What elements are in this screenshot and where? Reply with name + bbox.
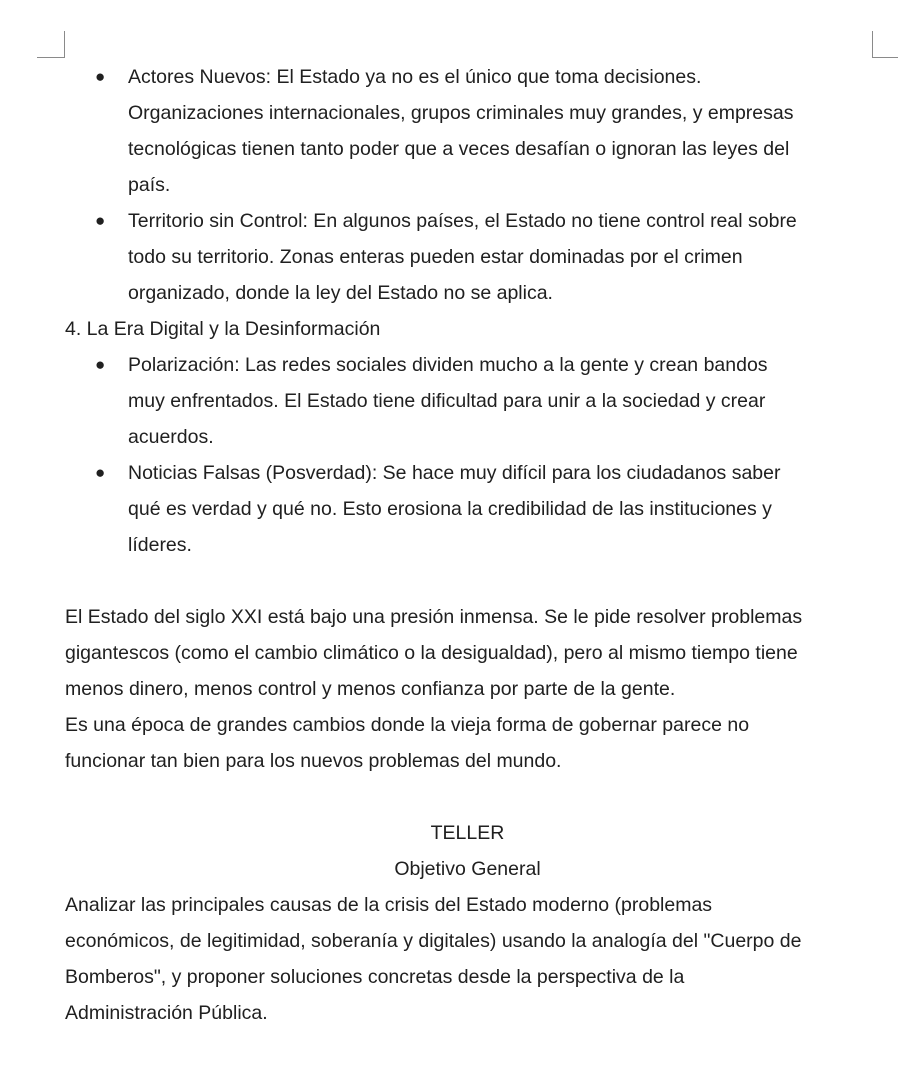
list-item-territorio-sin-control bbox=[65, 203, 875, 311]
list-item-polarizacion bbox=[65, 347, 875, 455]
page-margin-corner-top-right bbox=[872, 31, 873, 58]
bullet-list-actors-territory bbox=[65, 59, 875, 311]
text-line: gigantescos (como el cambio climático o la desigualdad), pero al mismo tiempo tiene bbox=[65, 642, 798, 664]
text-line: Analizar las principales causas de la crisis del Estado moderno (problemas bbox=[65, 894, 713, 916]
bullet-list-digital-era bbox=[65, 347, 875, 563]
text-line: tecnológicas tienen tanto poder que a veces desafían o ignoran las leyes del bbox=[128, 138, 790, 160]
text-line: muy enfrentados. El Estado tiene dificultad para unir a la sociedad y crear bbox=[128, 390, 766, 412]
text-line: menos dinero, menos control y menos confianza por parte de la gente. bbox=[65, 678, 676, 700]
bullet-icon: ● bbox=[95, 67, 106, 86]
closing-paragraph bbox=[65, 707, 875, 779]
text-line: El Estado del siglo XXI está bajo una presión inmensa. Se le pide resolver problemas bbox=[65, 606, 803, 628]
bullet-icon: ● bbox=[95, 463, 106, 482]
text-line: económicos, de legitimidad, soberanía y digitales) usando la analogía del "Cuerpo de bbox=[65, 930, 802, 952]
text-line: Es una época de grandes cambios donde la vieja forma de gobernar parece no bbox=[65, 714, 750, 736]
text-line: qué es verdad y qué no. Esto erosiona la credibilidad de las instituciones y bbox=[128, 498, 772, 520]
text-line: Organizaciones internacionales, grupos criminales muy grandes, y empresas bbox=[128, 102, 794, 124]
text-line: Actores Nuevos: El Estado ya no es el único que toma decisiones. bbox=[128, 66, 702, 88]
bullet-icon: ● bbox=[95, 211, 106, 230]
text-line: Administración Pública. bbox=[65, 1002, 268, 1024]
page-margin-corner-top-left bbox=[37, 57, 65, 58]
text-line: Territorio sin Control: En algunos países, el Estado no tiene control real sobre bbox=[128, 210, 797, 232]
page-margin-corner-top-right bbox=[872, 57, 898, 58]
bullet-icon: ● bbox=[95, 355, 106, 374]
text-line: organizado, donde la ley del Estado no se aplica. bbox=[128, 282, 553, 304]
text-line: acuerdos. bbox=[128, 426, 214, 448]
blank-line bbox=[65, 779, 875, 815]
text-line: Bomberos", y proponer soluciones concretas desde la perspectiva de la bbox=[65, 966, 685, 988]
objective-paragraph bbox=[65, 887, 875, 1031]
text-line: Polarización: Las redes sociales dividen mucho a la gente y crean bandos bbox=[128, 354, 768, 376]
blank-line bbox=[65, 563, 875, 599]
text-line: líderes. bbox=[128, 534, 192, 556]
teller-title: TELLER bbox=[430, 822, 505, 844]
objective-title: Objetivo General bbox=[394, 858, 541, 880]
list-item-noticias-falsas bbox=[65, 455, 875, 563]
text-line: todo su territorio. Zonas enteras pueden estar dominadas por el crimen bbox=[128, 246, 743, 268]
page-margin-corner-top-left bbox=[64, 31, 65, 58]
text-line: Noticias Falsas (Posverdad): Se hace muy difícil para los ciudadanos saber bbox=[128, 462, 781, 484]
text-line: país. bbox=[128, 174, 171, 196]
list-item-actores-nuevos bbox=[65, 59, 875, 203]
text-line: funcionar tan bien para los nuevos problemas del mundo. bbox=[65, 750, 562, 772]
section-heading: 4. La Era Digital y la Desinformación bbox=[65, 318, 381, 340]
document-page[interactable] bbox=[65, 59, 875, 1031]
conclusion-paragraph bbox=[65, 599, 875, 707]
